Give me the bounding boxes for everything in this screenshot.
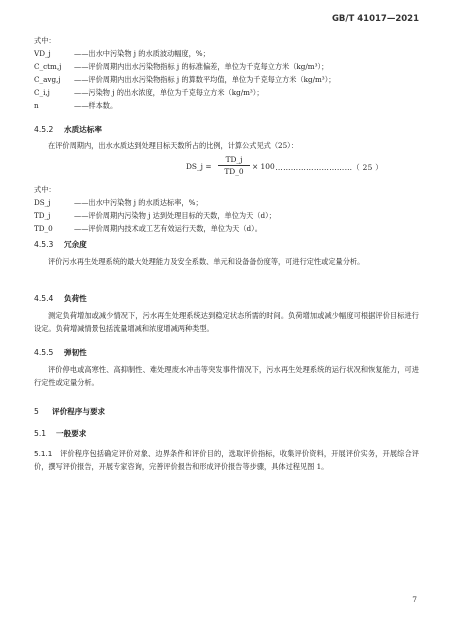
formula-25	[0, 154, 419, 180]
section-heading-4-5-4: 4.5.4 负荷性	[34, 294, 87, 303]
definition-line: VD_j ——出水中污染物 j 的水质波动幅度，%；	[34, 49, 210, 58]
definition-line: TD_j ——评价周期内污染物 j 达到处理目标的天数，单位为天（d）；	[34, 211, 276, 220]
section-5-1-1-body: 5.1.1 评价程序包括确定评价对象、边界条件和评价目的，选取评价指标，收集评价资料，开展评价实务，开展综合评价，撰写评价报告，开展专家咨询，完善评价报告和形成评价报告等步骤，具体过程见图 1。	[34, 449, 419, 471]
section-heading-5: 5 评价程序与要求	[34, 407, 106, 416]
formula-lhs: DS_j =	[186, 162, 212, 171]
formula-denominator: TD_0	[224, 167, 244, 176]
section-4-5-3-body: 评价污水再生处理系统的最大处理能力及安全系数、单元和设备备份度等，可进行定性或定量分析。	[48, 257, 365, 266]
definition-line: C_avg,j ——评价周期内出水污染物指标 j 的算数平均值，单位为千克每立方米（kg/m³）；	[34, 75, 336, 84]
definitions-block-1	[34, 34, 419, 112]
section-heading-4-5-2: 4.5.2 水质达标率	[34, 125, 102, 134]
definitions-block-2	[34, 183, 419, 235]
standard-code: GB/T 41017—2021	[331, 14, 419, 24]
section-4-5-4-body: 测定负荷增加或减少情况下，污水再生处理系统达到稳定状态所需的时间。负荷增加或减少幅度可根据评价目标进行设定。负荷增减情景包括流量增减和浓度增减两种类型。	[34, 311, 419, 333]
section-heading-5-1: 5.1 一般要求	[34, 429, 87, 438]
definition-line: n ——样本数。	[34, 101, 118, 110]
section-4-5-5-body: 评价停电或高寒性、高抑制性、难处理废水冲击等突发事件情况下，污水再生处理系统的运行状况和恢复能力，可进行定性或定量分析。	[34, 365, 419, 387]
section-heading-4-5-3: 4.5.3 冗余度	[34, 240, 87, 249]
section-heading-4-5-5: 4.5.5 弹韧性	[34, 348, 87, 357]
formula-multiplier: × 100	[252, 162, 275, 171]
formula-fraction	[218, 154, 250, 177]
section-4-5-2-intro: 在评价周期内，出水水质达到处理目标天数所占的比例，计算公式见式（25）：	[48, 141, 298, 150]
definition-line: C_ctm,j ——评价周期内出水污染物指标 j 的标准偏差，单位为千克每立方米（kg/m³）；	[34, 62, 329, 71]
formula-numerator: TD_j	[218, 154, 250, 166]
definition-line: DS_j ——出水中污染物 j 的水质达标率，%；	[34, 198, 203, 207]
definition-line: C_i,j ——污染物 j 的出水浓度，单位为千克每立方米（kg/m³）；	[34, 88, 264, 97]
equation-number: …………………………（ 25 ）	[275, 163, 383, 172]
where-label: 式中：	[34, 36, 56, 45]
definition-line: TD_0 ——评价周期内技术或工艺有效运行天数，单位为天（d）。	[34, 224, 262, 233]
page-number: 7	[412, 595, 417, 604]
where-label: 式中：	[34, 185, 56, 194]
